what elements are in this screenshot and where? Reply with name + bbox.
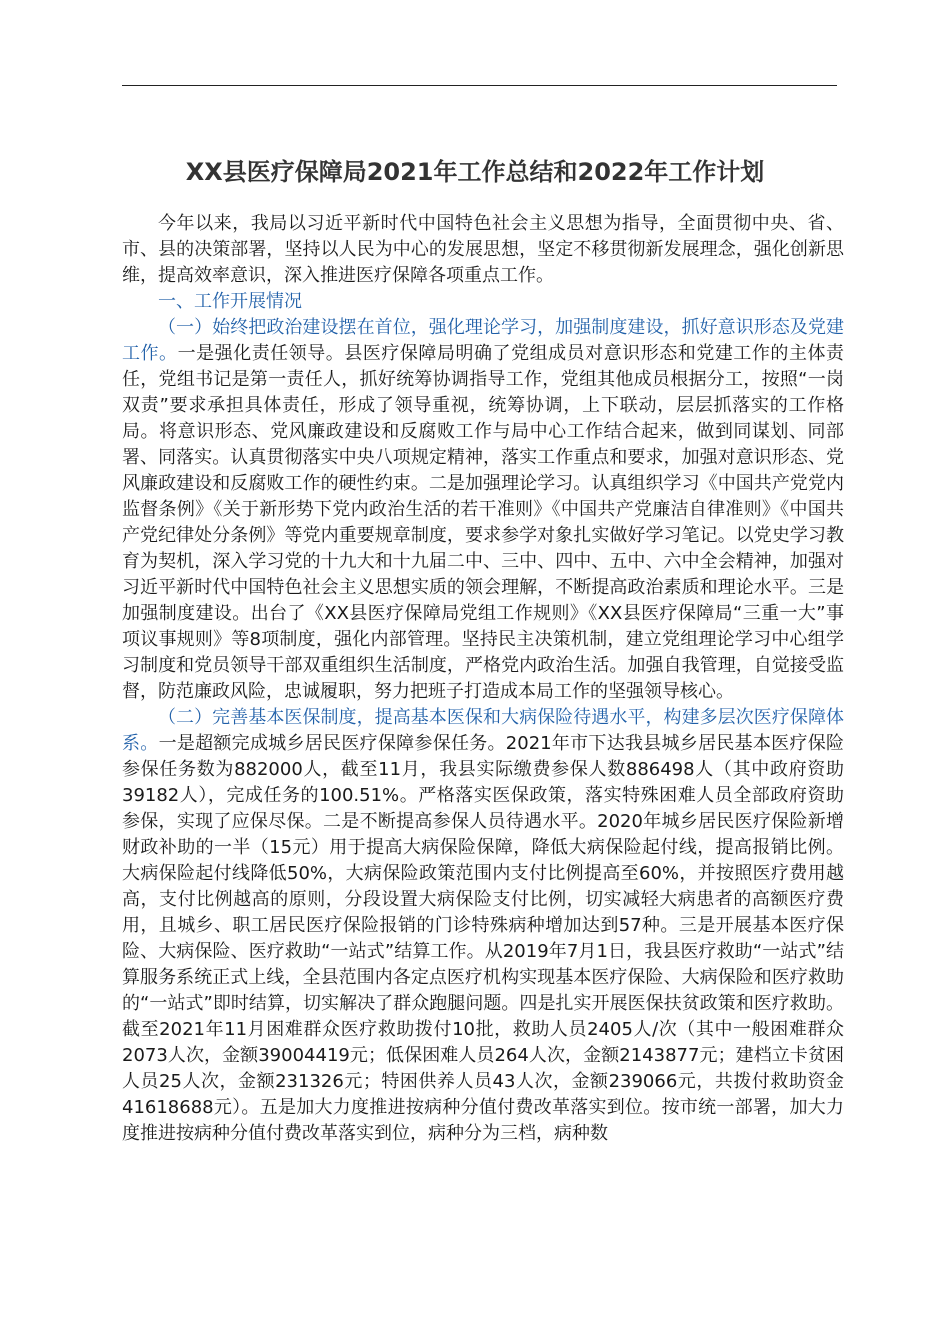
document-title: XX县医疗保障局2021年工作总结和2022年工作计划 bbox=[185, 158, 765, 186]
subsection-2-paragraph bbox=[122, 705, 844, 1147]
subsection-2-text: 一是超额完成城乡居民医疗保障参保任务。2021年市下达我县城乡居民基本医疗保险参保任务数为882000人，截至11月，我县实际缴费参保人数886498人（其中政府资助39182人），完成任务的100.51%。严格落实医保政策，落实特殊困难人员全部政府资助参保，实现了应保尽保。二是不断提高参保人员待遇水平。2020年城乡居民医疗保险新增财政补助的一半（15元）用于提高大病保险保障，降低大病保险起付线，提高报销比例。大病保险起付线降低50%，大病保险政策范围内支付比例提高至60%，并按照医疗费用越高，支付比例越高的原则，分段设置大病保险支付比例，切实减轻大病患者的高额医疗费用，且城乡、职工居民医疗保险报销的门诊特殊病种增加达到57种。三是开展基本医疗保险、大病保险、医疗救助“一站式”结算工作。从2019年7月1日，我县医疗救助“一站式”结算服务系统正式上线，全县范围内各定点医疗机构实现基本医疗保险、大病保险和医疗救助的“一站式”即时结算，切实解决了群众跑腿问题。四是扎实开展医保扶贫政策和医疗救助。截至2021年11月困难群众医疗救助拨付10批，救助人员2405人/次（其中一般困难群众2073人次，金额39004419元；低保困难人员264人次，金额2143877元；建档立卡贫困人员25人次，金额231326元；特困供养人员43人次，金额239066元，共拨付救助资金41618688元）。五是加大力度推进按病种分值付费改革落实到位。按市统一部署，加大力度推进按病种分值付费改革落实到位，病种分为三档，病种数 bbox=[122, 733, 845, 1144]
subsection-2-heading: （二）完善基本医保制度，提高基本医保和大病保险待遇水平，构建多层次医疗保障体系。 bbox=[122, 707, 844, 754]
subsection-1-heading: （一）始终把政治建设摆在首位，强化理论学习，加强制度建设，抓好意识形态及党建工作。 bbox=[122, 317, 844, 364]
document-body bbox=[122, 211, 844, 1147]
subsection-1-paragraph bbox=[122, 315, 844, 705]
section-heading: 一、工作开展情况 bbox=[158, 291, 302, 312]
intro-paragraph: 今年以来，我局以习近平新时代中国特色社会主义思想为指导，全面贯彻中央、省、市、县的决策部署，坚持以人民为中心的发展思想，坚定不移贯彻新发展理念，强化创新思维，提高效率意识，深入推进医疗保障各项重点工作。 bbox=[122, 213, 844, 286]
header-rule bbox=[122, 85, 837, 86]
subsection-1-text: 一是强化责任领导。县医疗保障局明确了党组成员对意识形态和党建工作的主体责任，党组书记是第一责任人，抓好统筹协调指导工作，党组其他成员根据分工，按照“一岗双责”要求承担具体责任，形成了领导重视，统筹协调，上下联动，层层抓落实的工作格局。将意识形态、党风廉政建设和反腐败工作与局中心工作结合起来，做到同谋划、同部署、同落实。认真贯彻落实中央八项规定精神，落实工作重点和要求，加强对意识形态、党风廉政建设和反腐败工作的硬性约束。二是加强理论学习。认真组织学习《中国共产党党内监督条例》《关于新形势下党内政治生活的若干准则》《中国共产党廉洁自律准则》《中国共产党纪律处分条例》等党内重要规章制度，要求参学对象扎实做好学习笔记。以党史学习教育为契机，深入学习党的十九大和十九届二中、三中、四中、五中、六中全会精神，加强对习近平新时代中国特色社会主义思想实质的领会理解，不断提高政治素质和理论水平。三是加强制度建设。出台了《XX县医疗保障局党组工作规则》《XX县医疗保障局“三重一大”事项议事规则》等8项制度，强化内部管理。坚持民主决策机制，建立党组理论学习中心组学习制度和党员领导干部双重组织生活制度，严格党内政治生活。加强自我管理，自觉接受监督，防范廉政风险，忠诚履职，努力把班子打造成本局工作的坚强领导核心。 bbox=[122, 343, 845, 702]
